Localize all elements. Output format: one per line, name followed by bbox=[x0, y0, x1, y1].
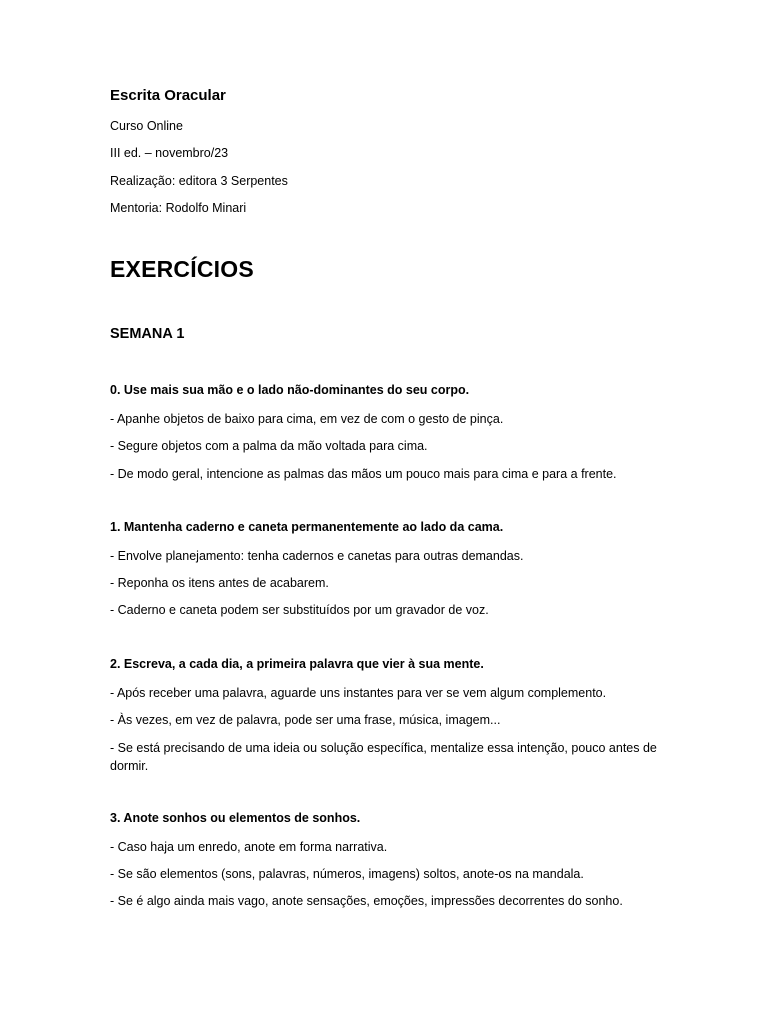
exercise-item: - Se são elementos (sons, palavras, números, imagens) soltos, anote-os na mandala. bbox=[110, 867, 584, 881]
exercise-item: - Se está precisando de uma ideia ou solução específica, mentalize essa intenção, pouco antes de dormir. bbox=[110, 741, 657, 773]
exercise-item: - De modo geral, intencione as palmas das mãos um pouco mais para cima e para a frente. bbox=[110, 467, 617, 481]
document-title: Escrita Oracular bbox=[110, 87, 226, 104]
mentor: Mentoria: Rodolfo Minari bbox=[110, 201, 247, 215]
exercise-item: - Segure objetos com a palma da mão voltada para cima. bbox=[110, 439, 428, 453]
exercise-title: 3. Anote sonhos ou elementos de sonhos. bbox=[110, 811, 361, 825]
exercise-item: - Após receber uma palavra, aguarde uns instantes para ver se vem algum complemento. bbox=[110, 686, 607, 700]
exercise-title: 1. Mantenha caderno e caneta permanentemente ao lado da cama. bbox=[110, 520, 504, 534]
publisher: Realização: editora 3 Serpentes bbox=[110, 174, 288, 188]
exercise-item: - Caso haja um enredo, anote em forma narrativa. bbox=[110, 840, 388, 854]
section-heading: EXERCÍCIOS bbox=[110, 256, 254, 282]
exercise-item: - Caderno e caneta podem ser substituídos por um gravador de voz. bbox=[110, 603, 489, 617]
edition-date: III ed. – novembro/23 bbox=[110, 146, 229, 160]
exercise-item: - Reponha os itens antes de acabarem. bbox=[110, 576, 329, 590]
week-heading: SEMANA 1 bbox=[110, 326, 185, 342]
exercise-item: - Envolve planejamento: tenha cadernos e canetas para outras demandas. bbox=[110, 549, 524, 563]
exercise-item: - Às vezes, em vez de palavra, pode ser uma frase, música, imagem... bbox=[110, 713, 501, 727]
exercise-title: 0. Use mais sua mão e o lado não-dominantes do seu corpo. bbox=[110, 383, 470, 397]
course-type: Curso Online bbox=[110, 119, 183, 133]
exercise-item: - Apanhe objetos de baixo para cima, em vez de com o gesto de pinça. bbox=[110, 412, 504, 426]
exercise-title: 2. Escreva, a cada dia, a primeira palavra que vier à sua mente. bbox=[110, 657, 484, 671]
exercise-item: - Se é algo ainda mais vago, anote sensações, emoções, impressões decorrentes do sonho. bbox=[110, 894, 623, 908]
